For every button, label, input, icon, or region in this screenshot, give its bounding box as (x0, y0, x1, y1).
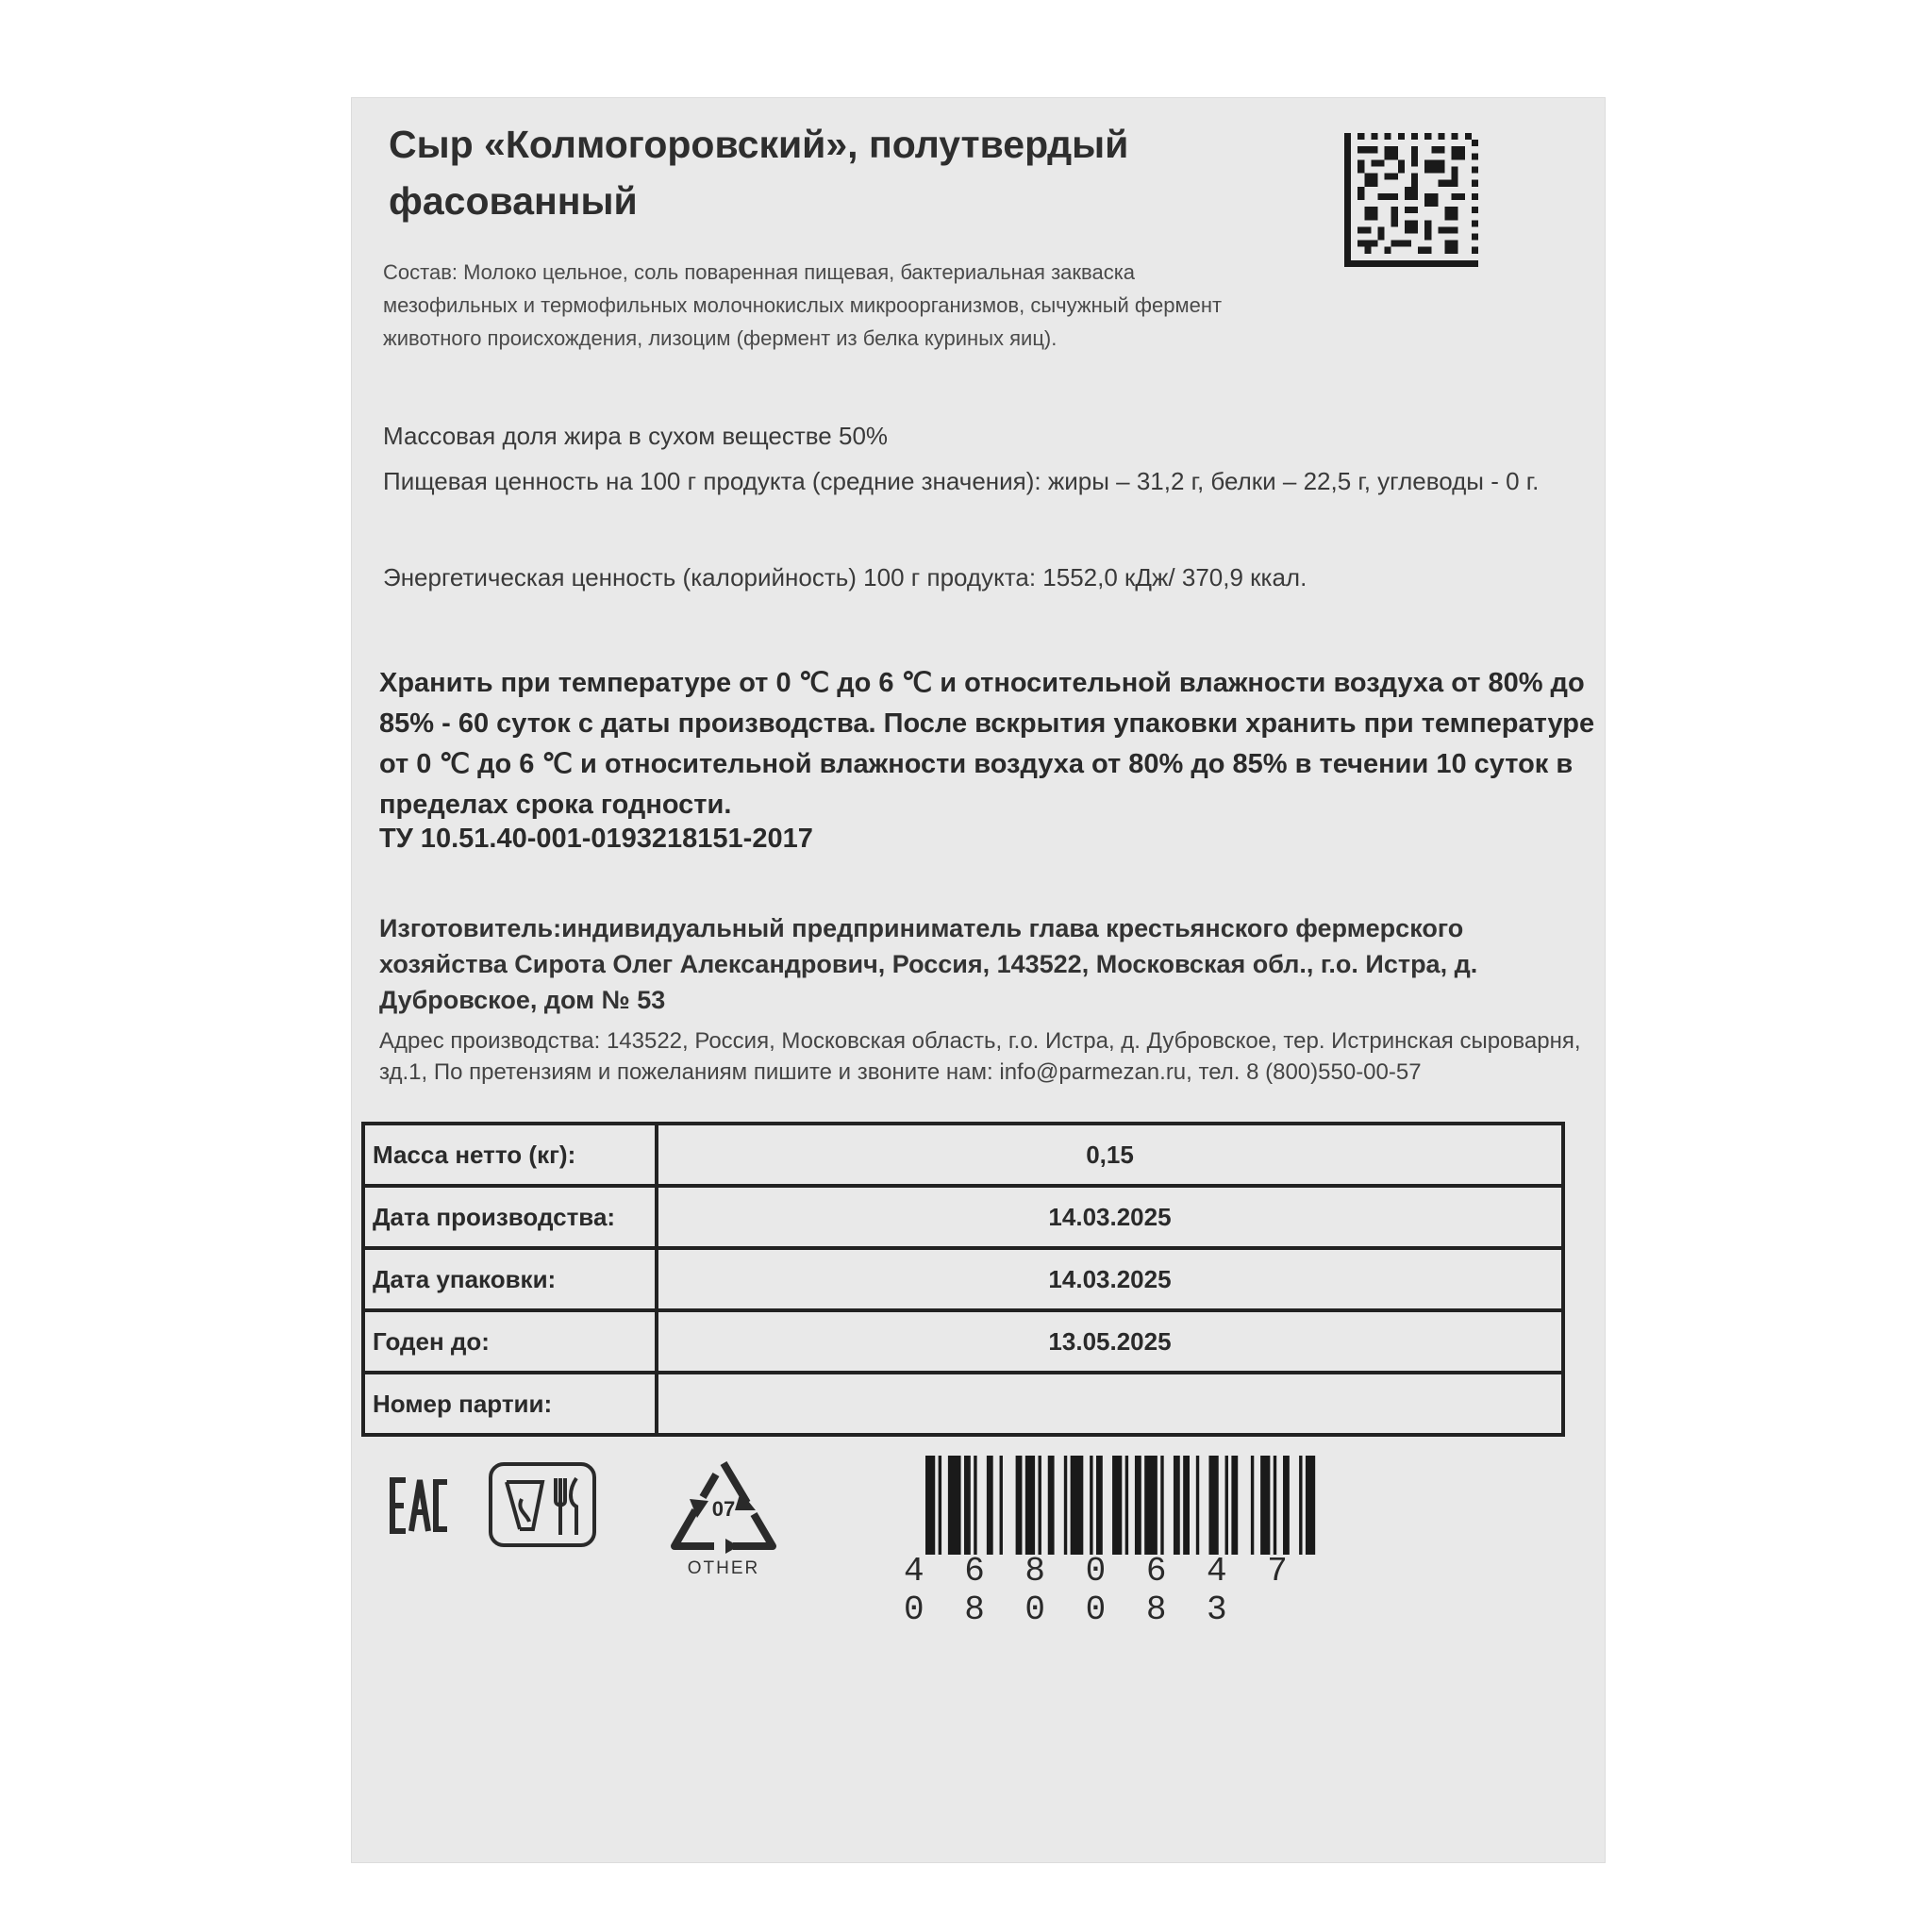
table-cell-label: Дата производства: (363, 1186, 657, 1248)
recycle-text: OTHER (687, 1558, 760, 1578)
qr-code-icon (1341, 133, 1481, 267)
tu-text: ТУ 10.51.40-001-0193218151-2017 (379, 824, 813, 854)
product-title: Сыр «Колмогоровский», полутвердый фасованный (389, 123, 1129, 223)
table-row (363, 1186, 1563, 1248)
energy-text: Энергетическая ценность (калорийность) 100 г продукта: 1552,0 кДж/ 370,9 ккал. (383, 563, 1307, 591)
table-cell-label: Годен до: (363, 1310, 657, 1373)
barcode-digits: 4 6 8 0 6 4 7 0 8 0 0 8 3 (904, 1552, 1298, 1629)
eac-icon (389, 1473, 451, 1539)
table-cell-value: 14.03.2025 (657, 1248, 1563, 1310)
food-contact-icon (488, 1461, 597, 1548)
table-cell-label: Дата упаковки: (363, 1248, 657, 1310)
table-cell-value (657, 1373, 1563, 1435)
composition-text: Состав: Молоко цельное, соль поваренная пищевая, бактериальная закваска мезофильных и термофильных молочнокислых микроорганизмов, сычужный фермент животного происхождения, лизоцим (фермент из белка куриных яиц). (383, 260, 1223, 350)
table-row (363, 1310, 1563, 1373)
recycle-icon (658, 1456, 790, 1578)
table-cell-value: 13.05.2025 (657, 1310, 1563, 1373)
table-cell-label: Номер партии: (363, 1373, 657, 1435)
manufacturer-text: Изготовитель:индивидуальный предприниматель глава крестьянского фермерского хозяйства Сирота Олег Александрович, Россия, 143522, Московская обл., г.о. Истра, д. Дубровское, дом № 53 (379, 914, 1478, 1014)
nutrition-text: Пищевая ценность на 100 г продукта (средние значения): жиры – 31,2 г, белки – 22,5 г, углеводы - 0 г. (383, 467, 1540, 495)
address-text: Адрес производства: 143522, Россия, Московская область, г.о. Истра, д. Дубровское, тер. Истринская сыроварня, зд.1, По претензиям и пожеланиям пишите и звоните нам: info@parmezan.ru, тел. 8 (800)550-00-57 (379, 1028, 1581, 1085)
table-cell-value: 14.03.2025 (657, 1186, 1563, 1248)
storage-text: Хранить при температуре от 0 ℃ до 6 ℃ и относительной влажности воздуха от 80% до 85% - 60 суток с даты производства. После вскрытия упаковки хранить при температуре от 0 ℃ до 6 ℃ и относительной влажности воздуха от 80% до 85% в течении 10 суток в пределах срока годности. (379, 668, 1595, 820)
table-row (363, 1248, 1563, 1310)
table-cell-value: 0,15 (657, 1124, 1563, 1186)
barcode-icon (925, 1456, 1322, 1555)
table-row (363, 1373, 1563, 1435)
product-label (351, 97, 1606, 1863)
product-info-table (361, 1122, 1565, 1437)
recycle-code: 07 (711, 1497, 736, 1521)
table-cell-label: Масса нетто (кг): (363, 1124, 657, 1186)
table-row (363, 1124, 1563, 1186)
fat-share-text: Массовая доля жира в сухом веществе 50% (383, 422, 889, 450)
